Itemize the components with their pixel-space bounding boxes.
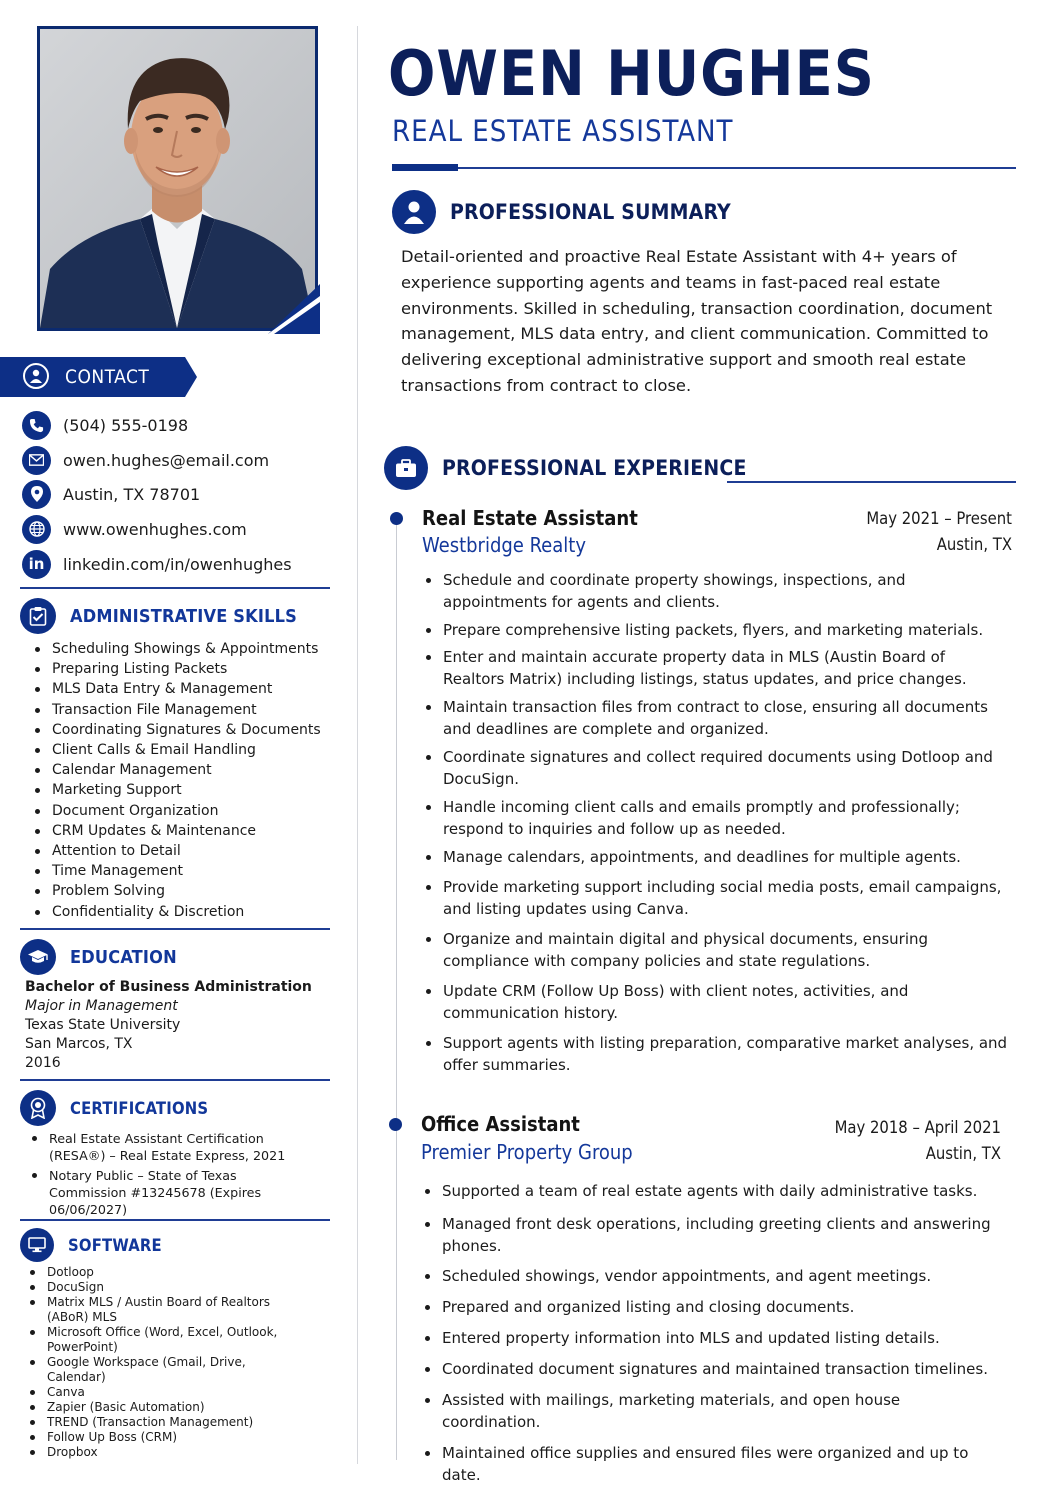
software-section-header: [20, 1228, 162, 1262]
summary-text: Detail-oriented and proactive Real Estate Assistant with 4+ years of experience supporting agents and teams in fast-paced real estate environments. Skilled in scheduling, transaction coordination, document management, MLS data entry, and client communication. Committed to delivering exceptional administrative support and smooth real estate transactions from contract to close.: [401, 247, 993, 395]
summary-heading: PROFESSIONAL SUMMARY: [450, 200, 731, 224]
responsibility-item: Handle incoming client calls and emails promptly and professionally; respond to inquiries and follow up as needed.: [421, 796, 1009, 840]
software-item: Zapier (Basic Automation): [25, 1400, 285, 1415]
certifications-section-header: [20, 1090, 208, 1126]
skills-heading: ADMINISTRATIVE SKILLS: [70, 605, 298, 627]
section-rule: [20, 1079, 330, 1081]
job-location: Austin, TX: [936, 535, 1012, 554]
contact-email-text: owen.hughes@email.com: [63, 450, 270, 470]
summary-section-header: [392, 190, 731, 234]
certifications-list: [27, 1130, 287, 1221]
title-rule-accent: [392, 164, 458, 171]
responsibility-item: Prepare comprehensive listing packets, flyers, and marketing materials.: [421, 619, 1009, 641]
skill-item: Preparing Listing Packets: [30, 659, 330, 679]
job-responsibilities: [420, 1180, 1000, 1486]
contact-website-text: www.owenhughes.com: [63, 519, 247, 539]
certifications-heading: CERTIFICATIONS: [70, 1098, 209, 1118]
timeline-dot: [390, 512, 403, 525]
timeline-dot: [389, 1118, 402, 1131]
skill-item: Coordinating Signatures & Documents: [30, 720, 330, 740]
contact-linkedin-text: linkedin.com/in/owenhughes: [63, 554, 292, 574]
skill-item: Document Organization: [30, 801, 330, 821]
job-title: Real Estate Assistant: [422, 506, 638, 530]
education-details: [25, 978, 312, 1073]
education-school: Texas State University: [25, 1017, 181, 1033]
clipboard-check-icon: [20, 598, 56, 634]
location-icon: [22, 480, 51, 509]
responsibility-item: Supported a team of real estate agents with daily administrative tasks.: [420, 1180, 1000, 1202]
responsibility-item: Coordinated document signatures and maintained transaction timelines.: [420, 1358, 1000, 1380]
award-ribbon-icon: [20, 1090, 56, 1126]
photo-corner-accent: [268, 284, 320, 334]
email-icon: [22, 446, 51, 475]
education-heading: EDUCATION: [70, 946, 177, 968]
responsibility-item: Entered property information into MLS and updated listing details.: [420, 1327, 1000, 1349]
software-heading: SOFTWARE: [68, 1235, 162, 1255]
title-rule: [392, 167, 1016, 169]
graduation-cap-icon: [20, 939, 56, 975]
job-title: Office Assistant: [421, 1112, 580, 1136]
software-item: Google Workspace (Gmail, Drive, Calendar): [25, 1355, 285, 1385]
certification-item: Real Estate Assistant Certification (RESA®) – Real Estate Express, 2021: [27, 1130, 287, 1164]
experience-heading: PROFESSIONAL EXPERIENCE: [442, 456, 747, 480]
education-location: San Marcos, TX: [25, 1036, 133, 1052]
responsibility-item: Manage calendars, appointments, and deadlines for multiple agents.: [421, 846, 1009, 868]
software-item: Dropbox: [25, 1445, 285, 1460]
job-location: Austin, TX: [925, 1144, 1001, 1163]
skill-item: Scheduling Showings & Appointments: [30, 639, 330, 659]
software-item: Canva: [25, 1385, 285, 1400]
linkedin-glyph: in: [28, 555, 45, 573]
skill-item: Marketing Support: [30, 780, 330, 800]
education-section-header: [20, 939, 177, 975]
responsibility-item: Provide marketing support including social media posts, email campaigns, and listing updates using Canva.: [421, 876, 1009, 920]
software-item: Matrix MLS / Austin Board of Realtors (ABoR) MLS: [25, 1295, 285, 1325]
experience-heading-rule: [727, 481, 1016, 483]
skills-section-header: [20, 598, 297, 634]
skill-item: Time Management: [30, 861, 330, 881]
linkedin-icon: [22, 550, 51, 579]
experience-timeline: [396, 520, 397, 1460]
contact-heading-banner: [0, 357, 197, 397]
skill-item: Client Calls & Email Handling: [30, 740, 330, 760]
globe-icon: [22, 515, 51, 544]
responsibility-item: Support agents with listing preparation, comparative market analyses, and offer summaries.: [421, 1032, 1009, 1076]
experience-section-header: [384, 446, 747, 490]
responsibility-item: Maintained office supplies and ensured files were organized and up to date.: [420, 1442, 1000, 1486]
skill-item: Problem Solving: [30, 881, 330, 901]
contact-location-text: Austin, TX 78701: [63, 484, 201, 504]
skill-item: Confidentiality & Discretion: [30, 902, 330, 922]
monitor-icon: [20, 1228, 54, 1262]
responsibility-item: Assisted with mailings, marketing materials, and open house coordination.: [420, 1389, 1000, 1433]
candidate-name: OWEN HUGHES: [388, 37, 875, 110]
skill-item: MLS Data Entry & Management: [30, 679, 330, 699]
software-item: Dotloop: [25, 1265, 285, 1280]
contact-phone-text: (504) 555-0198: [63, 415, 189, 435]
skill-item: Attention to Detail: [30, 841, 330, 861]
job-company: Westbridge Realty: [422, 533, 586, 557]
skill-item: CRM Updates & Maintenance: [30, 821, 330, 841]
software-item: Follow Up Boss (CRM): [25, 1430, 285, 1445]
responsibility-item: Scheduled showings, vendor appointments, and agent meetings.: [420, 1265, 1000, 1287]
job-dates: May 2018 – April 2021: [834, 1118, 1001, 1137]
contact-linkedin[interactable]: [22, 549, 292, 579]
job-responsibilities: [421, 569, 1009, 1076]
briefcase-icon: [384, 446, 428, 490]
responsibility-item: Schedule and coordinate property showings, inspections, and appointments for agents and clients.: [421, 569, 1009, 613]
education-major: Major in Management: [25, 998, 178, 1014]
skill-item: Calendar Management: [30, 760, 330, 780]
responsibility-item: Coordinate signatures and collect required documents using Dotloop and DocuSign.: [421, 746, 1009, 790]
section-rule: [20, 1219, 330, 1221]
contact-email[interactable]: [22, 445, 269, 475]
user-icon: [23, 363, 49, 389]
candidate-title: REAL ESTATE ASSISTANT: [392, 114, 734, 148]
responsibility-item: Prepared and organized listing and closing documents.: [420, 1296, 1000, 1318]
software-item: TREND (Transaction Management): [25, 1415, 285, 1430]
software-item: DocuSign: [25, 1280, 285, 1295]
responsibility-item: Enter and maintain accurate property data in MLS (Austin Board of Realtors Matrix) including listings, status updates, and price changes.: [421, 646, 1009, 690]
contact-website[interactable]: [22, 514, 247, 544]
education-degree: Bachelor of Business Administration: [25, 979, 312, 995]
section-rule: [20, 928, 330, 930]
phone-icon: [22, 411, 51, 440]
education-year: 2016: [25, 1055, 61, 1071]
skill-item: Transaction File Management: [30, 700, 330, 720]
responsibility-item: Organize and maintain digital and physical documents, ensuring compliance with company policies and state regulations.: [421, 928, 1009, 972]
section-rule: [20, 587, 330, 589]
skills-list: [30, 639, 330, 922]
responsibility-item: Maintain transaction files from contract to close, ensuring all documents and deadlines are complete and organized.: [421, 696, 1009, 740]
contact-heading: CONTACT: [65, 366, 150, 388]
software-item: Microsoft Office (Word, Excel, Outlook, PowerPoint): [25, 1325, 285, 1355]
column-divider: [357, 26, 358, 1464]
job-company: Premier Property Group: [421, 1140, 633, 1164]
certification-item: Notary Public – State of Texas Commission #13245678 (Expires 06/06/2027): [27, 1167, 287, 1218]
responsibility-item: Managed front desk operations, including greeting clients and answering phones.: [420, 1213, 1000, 1257]
contact-phone[interactable]: [22, 410, 188, 440]
contact-location: [22, 479, 200, 509]
person-icon: [392, 190, 436, 234]
job-dates: May 2021 – Present: [866, 509, 1012, 528]
software-list: [25, 1265, 285, 1460]
responsibility-item: Update CRM (Follow Up Boss) with client notes, activities, and communication history.: [421, 980, 1009, 1024]
